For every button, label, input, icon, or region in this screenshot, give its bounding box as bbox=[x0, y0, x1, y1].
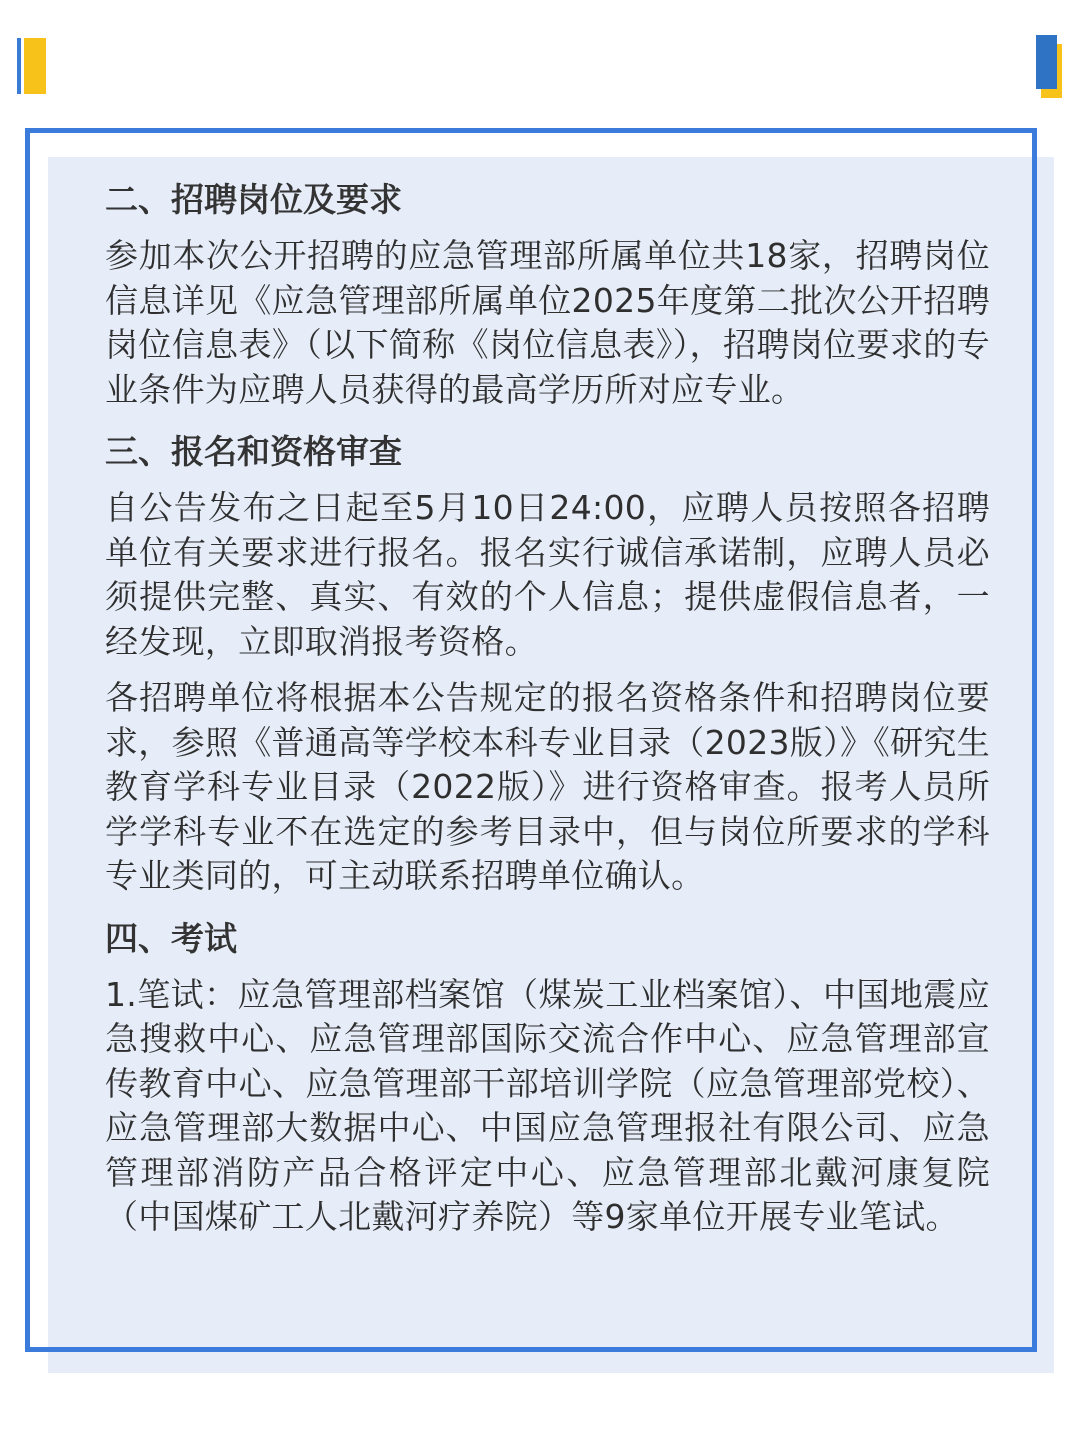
section-heading-registration: 三、报名和资格审查 bbox=[105, 432, 402, 471]
section-paragraph: 参加本次公开招聘的应急管理部所属单位共18家，招聘岗位信息详见《应急管理部所属单位2025年度第二批次公开招聘岗位信息表》（以下简称《岗位信息表》），招聘岗位要求的专业条件为应聘人员获得的最高学历所对应专业。 bbox=[105, 236, 990, 409]
section-heading-exam: 四、考试 bbox=[105, 918, 237, 958]
document-content bbox=[105, 176, 990, 1252]
section-paragraph: 各招聘单位将根据本公告规定的报名资格条件和招聘岗位要求，参照《普通高等学校本科专业目录（2023版）》《研究生教育学科专业目录（2022版）》进行资格审查。报考人员所学学科专业不在选定的参考目录中，但与岗位所要求的学科专业类同的，可主动联系招聘单位确认。 bbox=[105, 678, 990, 895]
section-heading-positions: 二、招聘岗位及要求 bbox=[105, 180, 402, 219]
decor-left-block bbox=[24, 38, 46, 94]
section-paragraph: 自公告发布之日起至5月10日24:00，应聘人员按照各招聘单位有关要求进行报名。报名实行诚信承诺制，应聘人员必须提供完整、真实、有效的个人信息；提供虚假信息者，一经发现，立即取消报考资格。 bbox=[105, 488, 990, 661]
decor-left-line bbox=[17, 38, 21, 94]
decor-right-blue-block bbox=[1036, 35, 1057, 89]
section-paragraph: 1.笔试：应急管理部档案馆（煤炭工业档案馆）、中国地震应急搜救中心、应急管理部国际交流合作中心、应急管理部宣传教育中心、应急管理部干部培训学院（应急管理部党校）、应急管理部大数据中心、中国应急管理报社有限公司、应急管理部消防产品合格评定中心、应急管理部北戴河康复院（中国煤矿工人北戴河疗养院）等9家单位开展专业笔试。 bbox=[105, 974, 990, 1236]
